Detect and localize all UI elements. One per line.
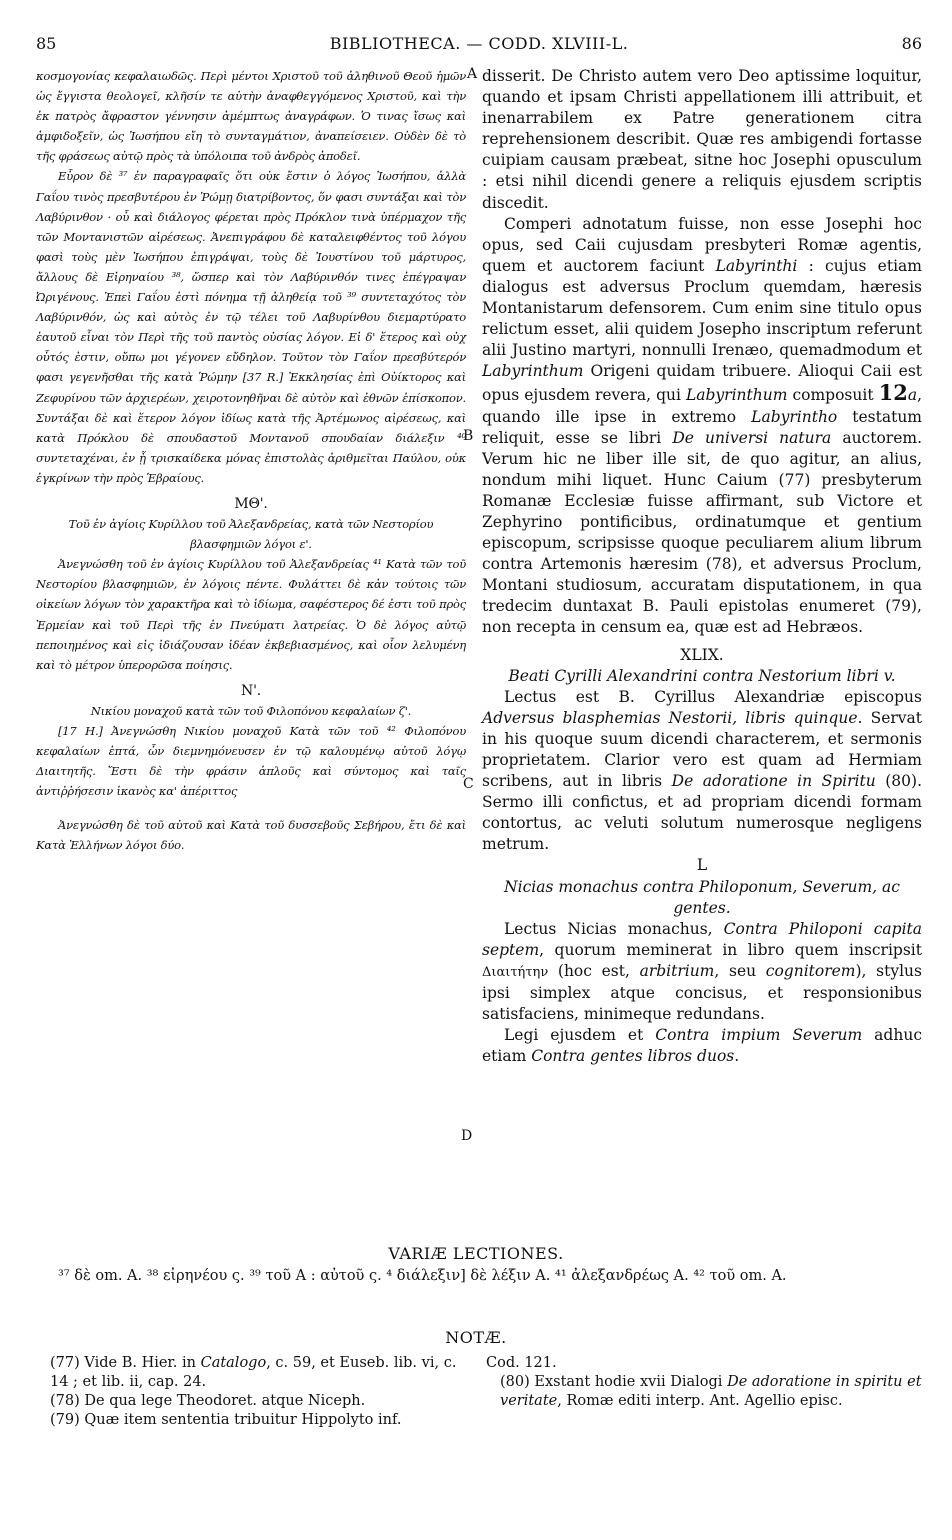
variae-lectiones-title: VARIÆ LECTIONES.	[388, 1244, 564, 1263]
greek-column	[36, 66, 466, 856]
note-79: (79) Quæ item sententia tribuitur Hippolyto inf.	[50, 1412, 402, 1428]
greek-section-50-title: Νικίου μοναχοῦ κατὰ τῶν τοῦ Φιλοπόνου κεφαλαίων ζ'.	[90, 703, 412, 718]
latin-section-50-number: L	[696, 856, 708, 875]
latin-section-49-title: Beati Cyrilli Alexandrini contra Nestorium libri v.	[508, 666, 896, 685]
variae-lectiones-text: ³⁷ δὲ om. A. ³⁸ εἰρηνέου ς. ³⁹ τοῦ A : αὐτοῦ ς. ⁴ διάλεξιν] δὲ λέξιν A. ⁴¹ ἀλεξανδρέως A. ⁴² τοῦ om. A.	[58, 1268, 787, 1284]
column-marker: 12	[878, 380, 908, 406]
greek-paragraph-5: Ἀνεγνώσθη δὲ τοῦ αὐτοῦ καὶ Κατὰ τοῦ δυσσεβοῦς Σεβήρου, ἔτι δὲ καὶ Κατὰ Ἑλλήνων λόγοι δύο.	[36, 818, 466, 853]
margin-letter-d: D	[461, 1128, 473, 1144]
greek-section-50-number: Ν'.	[241, 682, 261, 699]
greek-section-49-title: Τοῦ ἐν ἁγίοις Κυρίλλου τοῦ Ἀλεξανδρείας, κατὰ τῶν Νεστορίου βλασφημιῶν λόγοι ε'.	[68, 517, 434, 552]
margin-letter-b: B	[463, 428, 474, 444]
latin-section-50-title: Nicias monachus contra Philoponum, Severum, ac gentes.	[504, 877, 900, 917]
note-78: (78) De qua lege Theodoret. atque Niceph.	[50, 1393, 366, 1409]
latin-paragraph-2: Comperi adnotatum fuisse, non esse Josephi hoc opus, sed Caii cujusdam presbyteri Romæ agentis, quem et auctorem faciunt Labyrinthi : cujus etiam dialogus est adversus Proclum quemdam, hæresis Montanistarum defensorem. Cum enim sine titulo opus relictum esset, alii quidem Josepho inscriptum referunt alii Justino martyri, nonnulli Irenæo, quemadmodum et Labyrinthum Origeni quidam tribuere. Alioqui Caii est opus ejusdem revera, qui Labyrinthum composuit 12a, quando ille ipse in extremo Labyrintho testatum reliquit, esse se libri De universi natura auctorem. Verum hic ne liber ille sit, de quo agitur, an alius, nondum mihi liquet. Hunc Caium (77) presbyterum Romanæ Ecclesiæ fuisse affirmant, sub Victore et Zephyrino pontificibus, ordinatumque et gentium episcopum, scripsisse quoque peculiarem alium librum contra Artemonis hæresim (78), et adversus Proclum, Montani studiosum, accuratam disputationem, in qua tredecim duntaxat B. Pauli epistolas enumeret (79), non recepta in censum ea, quæ est ad Hebræos.	[482, 214, 923, 637]
greek-paragraph-2: Εὗρον δὲ ³⁷ ἐν παραγραφαῖς ὅτι οὐκ ἔστιν ὁ λόγος Ἰωσήπου, ἀλλὰ Γαΐου τινὸς πρεσβυτέρου ἐν Ῥώμῃ διατρίβοντος, ὅν φασι συντάξαι καὶ τὸν Λαβύρινθον · οὗ καὶ διάλογος φέρεται πρὸς Πρόκλον τινὰ ὑπέρμαχον τῆς τῶν Μοντανιστῶν αἱρέσεως. Ἀνεπιγράφου δὲ καταλειφθέντος τοῦ λόγου φασὶ τοὺς μὲν Ἰωσήπου ἐπιγράψαι, τοὺς δὲ Ἰουστίνου τοῦ μάρτυρος, ἄλλους δὲ Εἰρηναίου ³⁸, ὥσπερ καὶ τὸν Λαβύρινθόν τινες ἐπέγραψαν Ὠριγένους. Ἐπεὶ Γαΐου ἐστὶ πόνημα τῇ ἀληθείᾳ τοῦ ³⁹ συντεταχότος τὸν Λαβύρινθόν, ὡς καὶ αὐτὸς ἐν τῷ τέλει τοῦ Λαβυρίνθου διεμαρτύρατο ἑαυτοῦ εἶναι τὸν Περὶ τῆς τοῦ παντὸς οὐσίας λόγον. Εἰ δ' ἕτερος καὶ οὐχ οὗτός ἐστιν, οὔπω μοι γέγονεν εὔδηλον. Τοῦτον τὸν Γαΐον πρεσβύτερόν φασι γεγενῆσθαι τῆς κατὰ Ῥώμην [37 R.] Ἐκκλησίας ἐπὶ Οὐίκτορος καὶ Ζεφυρίνου τῶν ἀρχιερέων, χειροτονηθῆναι δὲ αὐτὸν καὶ ἐθνῶν ἐπίσκοπον. Συντάξαι δὲ καὶ ἕτερον λόγον ἰδίως κατὰ τῆς Ἀρτέμωνος αἱρέσεως, καὶ κατὰ Πρόκλου δὲ σπουδαστοῦ Μοντανοῦ σπουδαίαν διάλεξιν ⁴⁰ συντεταχέναι, ἐν ᾗ τρισκαίδεκα μόνας ἐπιστολὰς ἀριθμεῖται Παύλου, οὐκ ἐγκρίνων τὴν πρὸς Ἑβραίους.	[36, 169, 466, 485]
greek-paragraph-3: Ἀνεγνώσθη τοῦ ἐν ἁγίοις Κυρίλλου τοῦ Ἀλεξανδρείας ⁴¹ Κατὰ τῶν τοῦ Νεστορίου βλασφημιῶν, ἐν λόγοις πέντε. Φυλάττει δὲ κἀν τούτοις τῶν οἰκείων λόγων τὸν χαρακτῆρα καὶ τὸ ἰδίωμα, σαφέστερος δέ ἐστι τοῦ πρὸς Ἑρμείαν καὶ τοῦ Περὶ τῆς ἐν Πνεύματι λατρείας. Ὁ δὲ λόγος αὐτῷ πεποιημένος καὶ εἰς ἰδιάζουσαν ἰδέαν ἐκβεβιασμένος, καὶ οἷον λελυμένη καὶ τὸ μέτρον ὑπερορῶσα ποίησις.	[36, 557, 466, 672]
latin-paragraph-3: Lectus est B. Cyrillus Alexandriæ episcopus Adversus blasphemias Nestorii, libris quinque. Servat in his quoque suum dicendi characterem, et sermonis proprietatem. Clarior vero est quam ad Hermiam scribens, aut in libris De adoratione in Spiritu (80). Sermo illi confictus, et ad propriam dicendi formam contortus, ac veluti solutum numerosque negligens metrum.	[482, 687, 923, 854]
running-title: BIBLIOTHECA. — CODD. XLVIII-L.	[329, 34, 629, 53]
page-number-left: 85	[36, 34, 57, 53]
notes-right-column	[486, 1354, 922, 1411]
note-79-continued: Cod. 121.	[486, 1355, 557, 1371]
page-number-right: 86	[901, 34, 922, 53]
latin-column	[482, 66, 922, 1067]
latin-paragraph-4: Lectus Nicias monachus, Contra Philoponi capita septem, quorum meminerat in libro quem inscripsit Διαιτήτην (hoc est, arbitrium, seu cognitorem), stylus ipsi simplex atque concisus, et responsionibus satisfaciens, minimeque redundans.	[482, 919, 922, 1024]
note-77: (77) Vide B. Hier. in Catalogo, c. 59, et Euseb. lib. vi, c. 14 ; et lib. ii, cap. 24.	[50, 1355, 457, 1390]
latin-paragraph-5: Legi ejusdem et Contra impium Severum adhuc etiam Contra gentes libros duos.	[482, 1026, 922, 1066]
latin-paragraph-1: disserit. De Christo autem vero Deo aptissime loquitur, quando et ipsam Christi appellationem illi attribuit, et inenarrabilem ex Patre generationem citra reprehensionem describit. Quæ res ambigendi fortasse cuipiam causam præbeat, sitne hoc Josephi opusculum : etsi nihil dicendi genere a reliquis ejusdem scriptis discedit.	[482, 67, 922, 212]
latin-section-49-number: XLIX.	[680, 645, 724, 664]
notes-left-column	[36, 1354, 476, 1430]
greek-paragraph-1: κοσμογονίας κεφαλαιωδῶς. Περὶ μέντοι Χριστοῦ τοῦ ἀληθινοῦ Θεοῦ ἡμῶν ὡς ἔγγιστα θεολογεῖ, κλῆσίν τε αὐτὴν ἀναφθεγγόμενος Χριστοῦ, καὶ τὴν ἐκ πατρὸς ἄφραστον γέννησιν ἀμέμπτως ἀναγράφων. Ὁ τινας ἴσως καὶ ἀμφιδοξεῖν, ὡς Ἰωσήπου εἴη τὸ συνταγμάτιον, ἀναπείσειεν. Οὐδὲν δὲ τὸ τῆς φράσεως αὐτῷ πρὸς τὰ ὑπόλοιπα τοῦ ἀνδρὸς ἀποδεῖ.	[36, 69, 466, 164]
note-80: (80) Exstant hodie xvii Dialogi De adoratione in spiritu et veritate, Romæ editi interp. Ant. Agellio episc.	[500, 1374, 922, 1409]
margin-letter-a: A	[467, 66, 478, 82]
greek-section-49-number: ΜΘ'.	[234, 495, 268, 512]
greek-paragraph-4: [17 H.] Ἀνεγνώσθη Νικίου μοναχοῦ Κατὰ τῶν τοῦ ⁴² Φιλοπόνου κεφαλαίων ἑπτά, ὧν διεμνημόνευσεν ἐν τῷ καλουμένῳ αὐτοῦ λόγῳ Διαιτητῆς. Ἔστι δὲ τὴν φράσιν ἁπλοῦς καὶ σύντομος καὶ ταῖς ἀντιῤῥήσεσιν ἱκανὸς κα' ἀπέριττος	[36, 724, 466, 799]
notae-title: NOTÆ.	[445, 1328, 507, 1347]
running-header	[36, 34, 922, 56]
margin-letter-c: C	[463, 776, 474, 792]
